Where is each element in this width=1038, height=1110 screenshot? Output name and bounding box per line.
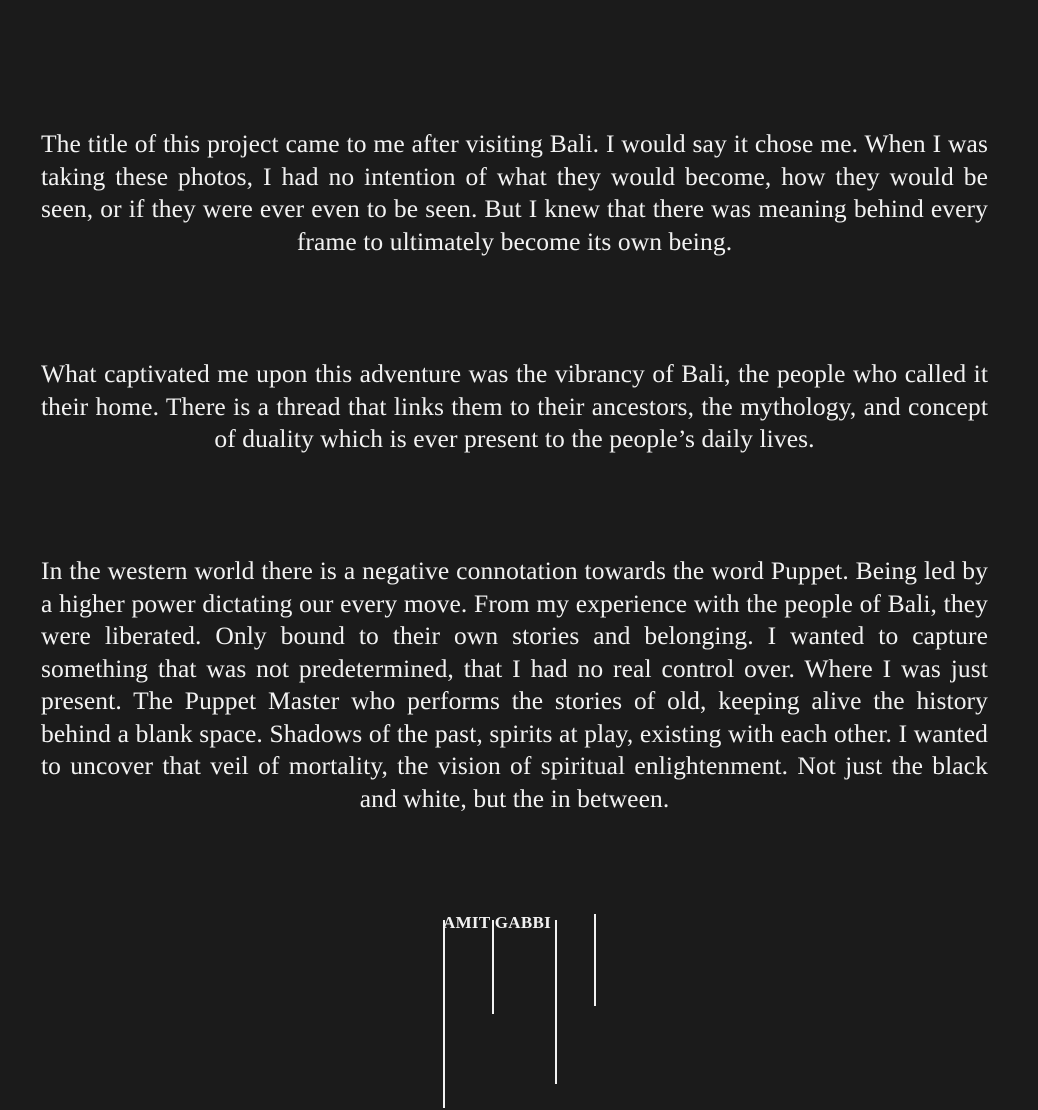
drip-line bbox=[555, 920, 557, 1084]
author-signature bbox=[443, 906, 603, 1110]
author-name: AMIT GABBI bbox=[443, 913, 552, 932]
statement-paragraph-1: The title of this project came to me after visiting Bali. I would say it chose me. When I was taking these photos, I had no intention of what they would become, how they would be seen, or if they were ever even to be seen. But I knew that there was meaning behind every frame to ultimately become its own being. bbox=[41, 129, 988, 256]
drip-line bbox=[443, 920, 445, 1108]
drip-line bbox=[594, 914, 596, 1006]
statement-paragraph-2: What captivated me upon this adventure was the vibrancy of Bali, the people who called it their home. There is a thread that links them to their ancestors, the mythology, and concept of duality which is ever present to the people’s daily lives. bbox=[41, 359, 988, 453]
statement-paragraph-3: In the western world there is a negative connotation towards the word Puppet. Being led by a higher power dictating our every move. From my experience with the people of Bali, they were liberated. Only bound to their own stories and belonging. I wanted to capture something that was not predetermined, that I had no real control over. Where I was just present. The Puppet Master who performs the stories of old, keeping alive the history behind a blank space. Shadows of the past, spirits at play, existing with each other. I wanted to uncover that veil of mortality, the vision of spiritual enlightenment. Not just the black and white, but the in between. bbox=[41, 556, 988, 813]
